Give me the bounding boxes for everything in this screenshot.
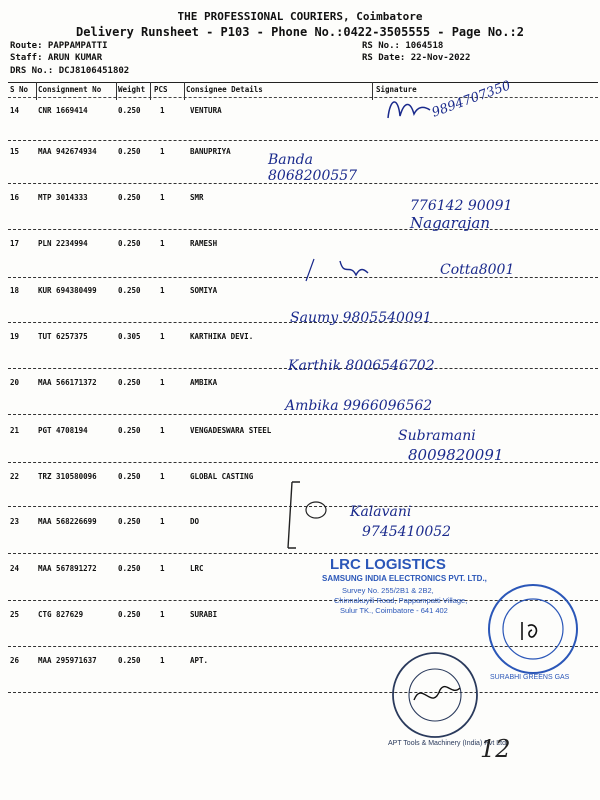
row-pcs: 1 bbox=[160, 656, 165, 665]
lrc-stamp-line1: SAMSUNG INDIA ELECTRONICS PVT. LTD., bbox=[322, 574, 487, 583]
row-consignment: CNR 1669414 bbox=[38, 106, 88, 115]
row-sno: 17 bbox=[10, 239, 20, 248]
col-pcs: PCS bbox=[154, 85, 168, 94]
row-consignment: MAA 568226699 bbox=[38, 517, 97, 526]
row-sno: 15 bbox=[10, 147, 20, 156]
row-details: AMBIKA bbox=[190, 378, 218, 387]
row-pcs: 1 bbox=[160, 517, 165, 526]
row-weight: 0.250 bbox=[118, 239, 141, 248]
apt-seal-text: APT Tools & Machinery (India) Pvt Ltd bbox=[388, 740, 507, 747]
row-consignment: MTP 3014333 bbox=[38, 193, 88, 202]
col-sno: S No bbox=[10, 85, 29, 94]
handwritten-phone: Saumy 9805540091 bbox=[290, 310, 432, 326]
row-consignment: MAA 566171372 bbox=[38, 378, 97, 387]
row-consignment: KUR 694380499 bbox=[38, 286, 97, 295]
drs-number: DRS No.: DCJ8106451802 bbox=[10, 66, 130, 76]
handwritten-phone: 9745410052 bbox=[362, 524, 452, 540]
row-sno: 24 bbox=[10, 564, 20, 573]
row-consignment: MAA 942674934 bbox=[38, 147, 97, 156]
route-label: Route: PAPPAMPATTI bbox=[10, 41, 108, 51]
header-divider bbox=[184, 82, 185, 100]
row-sno: 26 bbox=[10, 656, 20, 665]
row-details: SURABI bbox=[190, 610, 218, 619]
handwritten-phone: 8068200557 bbox=[268, 168, 358, 184]
company-title: THE PROFESSIONAL COURIERS, Coimbatore bbox=[177, 10, 423, 23]
bracket-mark bbox=[284, 478, 344, 550]
apt-seal bbox=[390, 650, 480, 740]
table-row bbox=[8, 100, 598, 141]
row-details: VENGADESWARA STEEL bbox=[190, 426, 272, 435]
row-weight: 0.250 bbox=[118, 517, 141, 526]
runsheet-subtitle: Delivery Runsheet - P103 - Phone No.:0422-3505555 - Page No.:2 bbox=[76, 25, 524, 39]
row-consignment: MAA 295971637 bbox=[38, 656, 97, 665]
row-weight: 0.250 bbox=[118, 193, 141, 202]
row-details: RAMESH bbox=[190, 239, 218, 248]
row-consignment: TUT 6257375 bbox=[38, 332, 88, 341]
header-divider bbox=[36, 82, 37, 100]
row-weight: 0.250 bbox=[118, 378, 141, 387]
header-divider bbox=[150, 82, 151, 100]
lrc-stamp-line4: Sulur TK., Coimbatore - 641 402 bbox=[340, 606, 448, 615]
row-details: APT. bbox=[190, 656, 209, 665]
row-details: DO bbox=[190, 517, 200, 526]
handwritten-phone: Karthik 8006546702 bbox=[288, 358, 435, 374]
handwritten-name: Banda bbox=[268, 152, 313, 168]
row-weight: 0.250 bbox=[118, 426, 141, 435]
header-divider bbox=[372, 82, 373, 100]
col-signature: Signature bbox=[376, 85, 417, 94]
row-consignment: MAA 567891272 bbox=[38, 564, 97, 573]
row-pcs: 1 bbox=[160, 472, 165, 481]
row-sno: 14 bbox=[10, 106, 20, 115]
row-pcs: 1 bbox=[160, 286, 165, 295]
row-consignment: PLN 2234994 bbox=[38, 239, 88, 248]
row-pcs: 1 bbox=[160, 426, 165, 435]
surabhi-seal bbox=[486, 582, 580, 676]
row-pcs: 1 bbox=[160, 193, 165, 202]
row-details: SMR bbox=[190, 193, 204, 202]
row-details: LRC bbox=[190, 564, 204, 573]
row-weight: 0.250 bbox=[118, 147, 141, 156]
row-pcs: 1 bbox=[160, 106, 165, 115]
handwritten-phone: Ambika 9966096562 bbox=[285, 398, 433, 414]
row-sno: 21 bbox=[10, 426, 20, 435]
handwritten-phone: 9894707350 bbox=[429, 78, 513, 121]
row-consignment: CTG 827629 bbox=[38, 610, 84, 619]
row-pcs: 1 bbox=[160, 147, 165, 156]
row-weight: 0.250 bbox=[118, 656, 141, 665]
row-weight: 0.305 bbox=[118, 332, 141, 341]
row-consignment: TRZ 310580096 bbox=[38, 472, 97, 481]
row-pcs: 1 bbox=[160, 378, 165, 387]
row-sno: 18 bbox=[10, 286, 20, 295]
row-sno: 22 bbox=[10, 472, 20, 481]
header-divider bbox=[116, 82, 117, 100]
row-pcs: 1 bbox=[160, 564, 165, 573]
row-details: KARTHIKA DEVI. bbox=[190, 332, 254, 341]
col-details: Consignee Details bbox=[186, 85, 263, 94]
lrc-stamp-line2: Survey No. 255/2B1 & 2B2, bbox=[342, 586, 434, 595]
page-mark: 12 bbox=[480, 735, 511, 763]
handwritten-name: Subramani bbox=[398, 428, 476, 444]
handwritten-phone: Cotta8001 bbox=[440, 262, 515, 278]
row-sno: 20 bbox=[10, 378, 20, 387]
surabhi-seal-text: SURABHI GREENS GAS bbox=[490, 674, 570, 681]
row-sno: 25 bbox=[10, 610, 20, 619]
row-pcs: 1 bbox=[160, 610, 165, 619]
row-sno: 23 bbox=[10, 517, 20, 526]
lrc-stamp-title: LRC LOGISTICS bbox=[330, 556, 446, 573]
row-weight: 0.250 bbox=[118, 564, 141, 573]
table-row bbox=[8, 420, 598, 463]
col-weight: Weight bbox=[118, 85, 146, 94]
row-pcs: 1 bbox=[160, 239, 165, 248]
row-details: VENTURA bbox=[190, 106, 222, 115]
row-sno: 19 bbox=[10, 332, 20, 341]
row-pcs: 1 bbox=[160, 332, 165, 341]
row-weight: 0.250 bbox=[118, 106, 141, 115]
row-weight: 0.250 bbox=[118, 286, 141, 295]
row-details: BANUPRIYA bbox=[190, 147, 231, 156]
row-details: GLOBAL CASTING bbox=[190, 472, 254, 481]
signature-row17 bbox=[300, 255, 370, 285]
row-consignment: PGT 4708194 bbox=[38, 426, 88, 435]
row-sno: 16 bbox=[10, 193, 20, 202]
handwritten-phone: 8009820091 bbox=[408, 446, 504, 464]
handwritten-name: Kalavani bbox=[350, 504, 412, 520]
col-consignment: Consignment No bbox=[38, 85, 102, 94]
handwritten-phone: 776142 90091 bbox=[410, 198, 513, 214]
row-details: SOMIYA bbox=[190, 286, 218, 295]
handwritten-name: Nagarajan bbox=[410, 214, 490, 232]
staff-label: Staff: ARUN KUMAR bbox=[10, 53, 103, 63]
lrc-stamp-line3: Chinnakuyili Road, Pappampatti Village, bbox=[334, 596, 468, 605]
rs-number: RS No.: 1064518 bbox=[362, 41, 444, 51]
row-weight: 0.250 bbox=[118, 610, 141, 619]
rs-date: RS Date: 22-Nov-2022 bbox=[362, 53, 471, 63]
row-weight: 0.250 bbox=[118, 472, 141, 481]
